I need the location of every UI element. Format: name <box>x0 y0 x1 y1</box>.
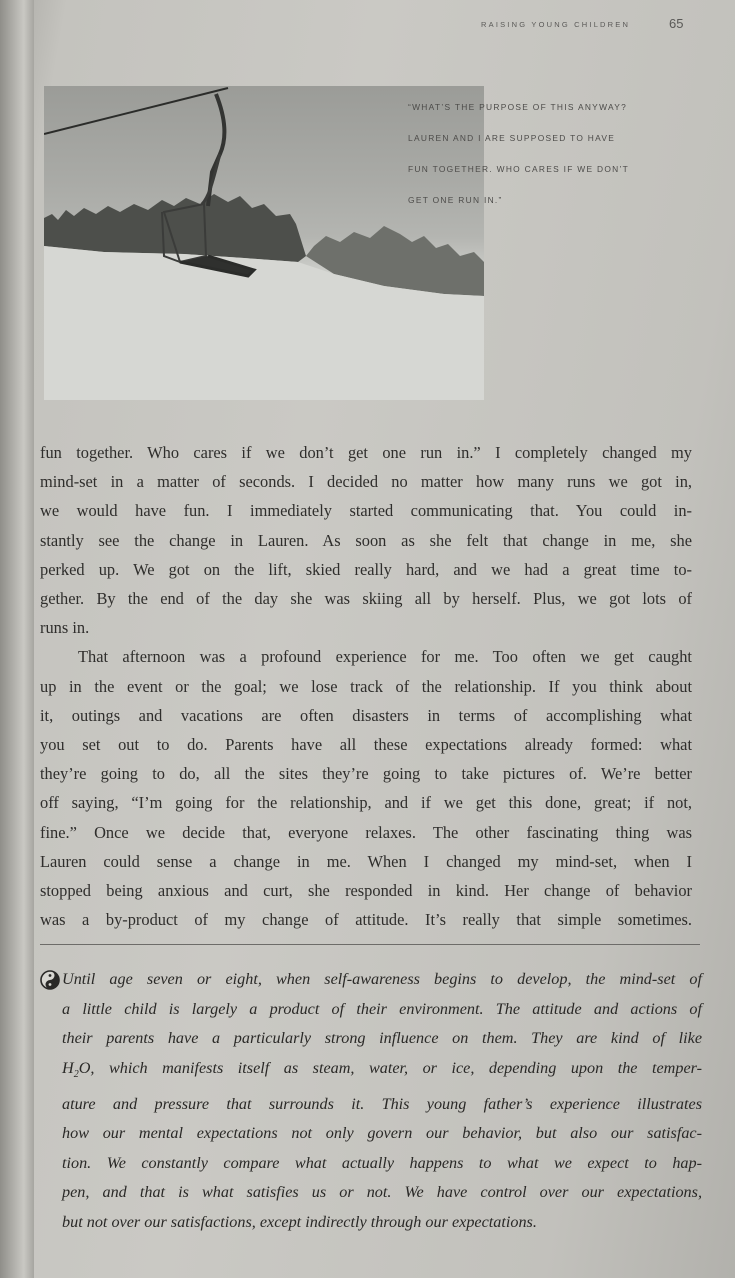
text-line: Lauren could sense a change in me. When I changed my mind-set, when I <box>40 851 692 871</box>
text-line: fun together. Who cares if we don’t get one run in.” I completely changed my <box>40 443 692 462</box>
caption-line: FUN TOGETHER. WHO CARES IF WE DON’T <box>408 164 630 174</box>
formula-h: H <box>62 1058 74 1077</box>
paragraph-1 <box>40 438 692 642</box>
note-line: a little child is largely a product of their environment. The attitude and actions of <box>62 999 702 1018</box>
note-line: their parents have a particularly strong influence on them. They are kind of like <box>62 1029 702 1048</box>
caption-line: “WHAT’S THE PURPOSE OF THIS ANYWAY? <box>408 102 628 112</box>
text-line: mind-set in a matter of seconds. I decided no matter how many runs we got in, <box>40 472 692 492</box>
page-number: 65 <box>669 16 684 31</box>
text-line: you set out to do. Parents have all these expectations already formed: what <box>40 735 692 755</box>
note-line: but not over our satisfactions, except indirectly through our expectations. <box>62 1212 537 1231</box>
text-line: was a by-product of my change of attitude. It’s really that simple sometimes. <box>40 910 692 930</box>
section-divider <box>40 944 700 945</box>
facing-page-edge <box>0 0 34 1278</box>
yin-yang-icon <box>40 970 60 990</box>
text-line: fine.” Once we decide that, everyone relaxes. The other fascinating thing was <box>40 822 692 842</box>
text-line: stantly see the change in Lauren. As soon as she felt that change in me, she <box>40 530 692 550</box>
note-line: pen, and that is what satisfies us or not. We have control over our expectations, <box>62 1183 702 1202</box>
formula-subscript: 2 <box>73 1069 79 1081</box>
text-line: we would have fun. I immediately started communicating that. You could in- <box>40 501 692 521</box>
note-line-rest: O, which manifests itself as steam, water, or ice, depending upon the temper- <box>78 1058 702 1077</box>
note-line <box>62 1054 702 1090</box>
photo-caption <box>408 92 708 216</box>
text-line: off saying, “I’m going for the relationship, and if we get this done, great; if not, <box>40 793 692 813</box>
text-line: stopped being anxious and curt, she responded in kind. Her change of behavior <box>40 881 692 901</box>
paragraph-2 <box>40 642 692 934</box>
note-line: tion. We constantly compare what actually happens to what we expect to hap- <box>62 1153 702 1172</box>
text-line: gether. By the end of the day she was skiing all by herself. Plus, we got lots of <box>40 589 692 609</box>
note-line: how our mental expectations not only govern our behavior, but also our satisfac- <box>62 1124 702 1143</box>
caption-line: GET ONE RUN IN.” <box>408 195 503 205</box>
note-line: ature and pressure that surrounds it. This young father’s experience illustrates <box>62 1094 702 1113</box>
commentary-note <box>62 965 702 1238</box>
text-line: it, outings and vacations are often disasters in terms of accomplishing what <box>40 705 692 725</box>
text-line: runs in. <box>40 618 90 638</box>
caption-line: LAUREN AND I ARE SUPPOSED TO HAVE <box>408 133 616 143</box>
text-line: perked up. We got on the lift, skied really hard, and we had a great time to- <box>40 559 692 579</box>
text-line: up in the event or the goal; we lose track of the relationship. If you think about <box>40 676 692 696</box>
running-head-title: RAISING YOUNG CHILDREN <box>481 20 631 29</box>
text-line: That afternoon was a profound experience for me. Too often we get caught <box>78 647 692 667</box>
text-line: they’re going to do, all the sites they’re going to take pictures of. We’re better <box>40 764 692 784</box>
note-line: Until age seven or eight, when self-awareness begins to develop, the mind-set of <box>62 970 702 988</box>
body-text <box>40 438 692 934</box>
